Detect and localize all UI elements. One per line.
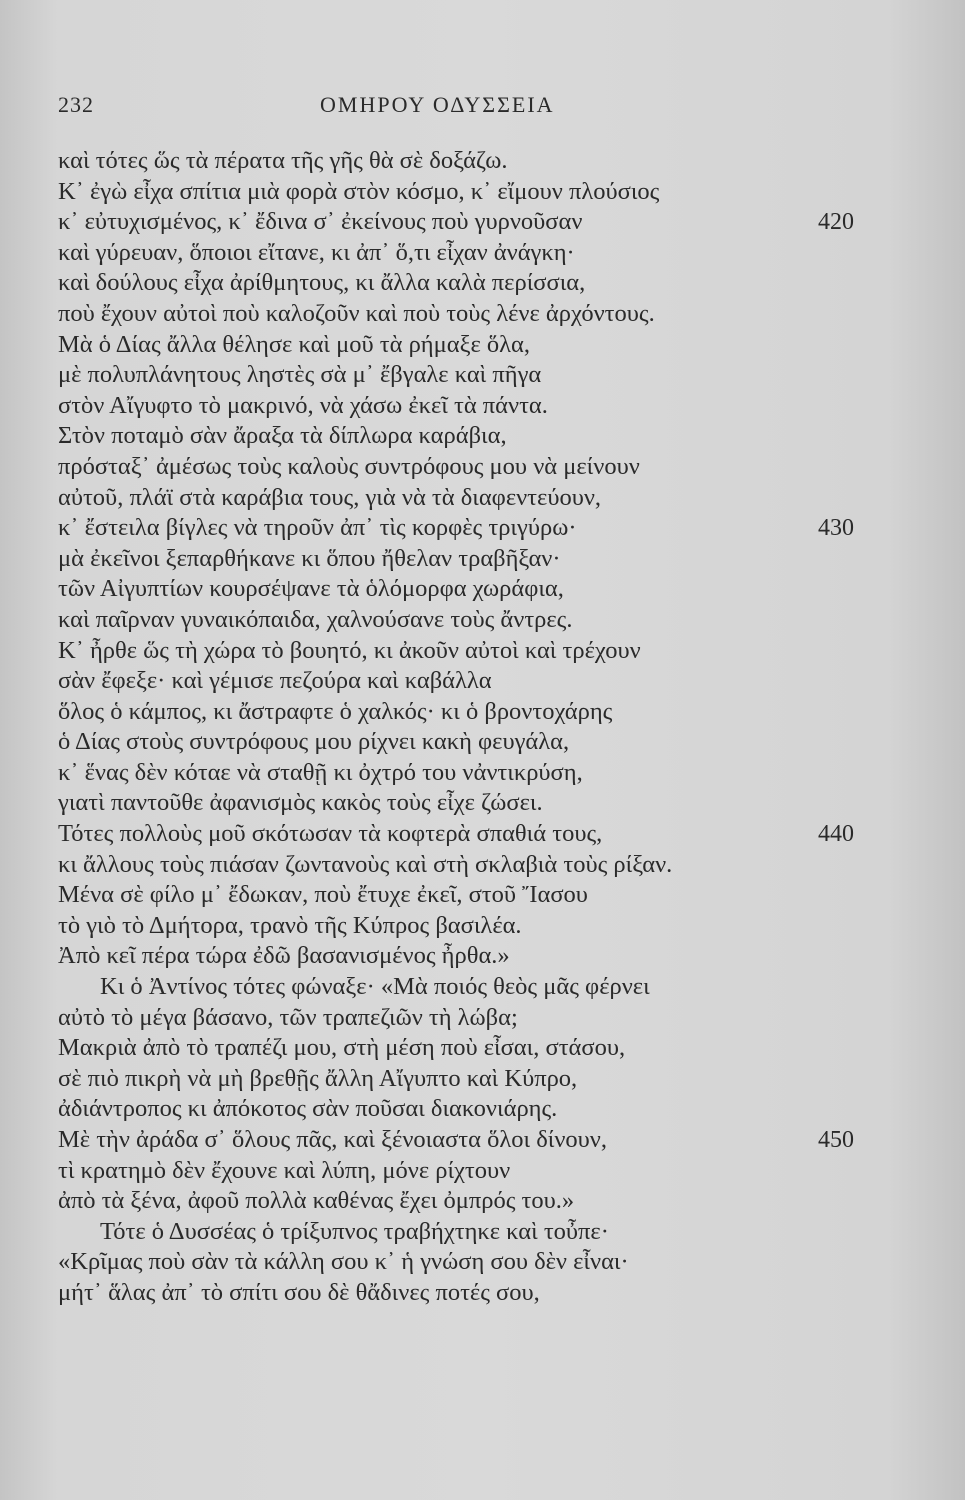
verse-text: κ᾿ εὐτυχισμένος, κ᾿ ἔδινα σ᾿ ἐκείνους ποὺ γυρνοῦσαν: [58, 208, 583, 236]
verse-text: Τότε ὁ Δυσσέας ὁ τρίξυπνος τραβήχτηκε καὶ τοὖπε·: [100, 1217, 609, 1245]
verse-line: [58, 146, 888, 177]
verse-text: «Κρῖμας ποὺ σὰν τὰ κάλλη σου κ᾿ ἡ γνώση σου δὲν εἶναι·: [58, 1248, 629, 1276]
verse-line: [58, 941, 888, 972]
verse-text: μὲ πολυπλάνητους ληστὲς σὰ μ᾿ ἔβγαλε καὶ πῆγα: [58, 361, 542, 389]
verse-line: [58, 452, 888, 483]
verse-text: Στὸν ποταμὸ σὰν ἄραξα τὰ δίπλωρα καράβια,: [58, 422, 507, 450]
verse-line: [58, 788, 888, 819]
verse-line: [58, 207, 888, 238]
verse-text: καὶ δούλους εἶχα ἀρίθμητους, κι ἄλλα καλὰ περίσσια,: [58, 269, 586, 297]
verse-line: [58, 758, 888, 789]
verse-text: Μένα σὲ φίλο μ᾿ ἔδωκαν, ποὺ ἔτυχε ἐκεῖ, στοῦ Ἴασου: [58, 881, 588, 909]
verse-line: [58, 177, 888, 208]
verse-line: [58, 880, 888, 911]
verse-line: [58, 268, 888, 299]
verse-line: [58, 697, 888, 728]
verse-text: Μὲ τὴν ἀράδα σ᾿ ὅλους πᾶς, καὶ ξένοιαστα ὅλοι δίνουν,: [58, 1126, 608, 1153]
verse-text: Μακριὰ ἀπὸ τὸ τραπέζι μου, στὴ μέση ποὺ εἶσαι, στάσου,: [58, 1034, 626, 1062]
verse-text: καὶ παῖρναν γυναικόπαιδα, χαλνούσανε τοὺς ἄντρες.: [58, 605, 573, 633]
verse-line: [58, 1064, 888, 1095]
verse-line: [58, 636, 888, 667]
verse-line: [58, 421, 888, 452]
verse-text: Ἀπὸ κεῖ πέρα τώρα ἐδῶ βασανισμένος ἦρθα.»: [58, 942, 510, 970]
verse-line: [58, 1033, 888, 1064]
poem-text: [58, 146, 888, 1309]
page-header: [58, 92, 905, 126]
verse-text: τὸ γιὸ τὸ Δμήτορα, τρανὸ τῆς Κύπρος βασιλέα.: [58, 911, 522, 939]
verse-text: κι ἄλλους τοὺς πιάσαν ζωντανοὺς καὶ στὴ σκλαβιὰ τοὺς ρίξαν.: [58, 850, 673, 878]
verse-text: πρόσταξ᾿ ἀμέσως τοὺς καλοὺς συντρόφους μου νὰ μείνουν: [58, 452, 640, 480]
verse-line: [58, 850, 888, 881]
verse-text: τὶ κρατημὸ δὲν ἔχουνε καὶ λύπη, μόνε ρίχτουν: [58, 1156, 511, 1184]
verse-line: [58, 1125, 888, 1156]
verse-text: κ᾿ ἕνας δὲν κόταε νὰ σταθῇ κι ὀχτρό του νἀντικρύση,: [58, 758, 583, 786]
verse-text: Τότες πολλοὺς μοῦ σκότωσαν τὰ κοφτερὰ σπαθιά τους,: [58, 820, 603, 848]
verse-text: γιατὶ παντοῦθε ἀφανισμὸς κακὸς τοὺς εἶχε ζώσει.: [58, 789, 543, 817]
verse-text: τῶν Αἰγυπτίων κουρσέψανε τὰ ὁλόμορφα χωράφια,: [58, 575, 564, 603]
verse-line: [58, 605, 888, 636]
verse-text: Κ᾿ ἐγὼ εἶχα σπίτια μιὰ φορὰ στὸν κόσμο, κ᾿ εἴμουν πλούσιος: [58, 177, 660, 205]
verse-line: [58, 1094, 888, 1125]
verse-text: καὶ τότες ὥς τὰ πέρατα τῆς γῆς θὰ σὲ δοξάζω.: [58, 147, 508, 174]
verse-line: [58, 330, 888, 361]
verse-line: [58, 1247, 888, 1278]
verse-text: ποὺ ἔχουν αὐτοὶ ποὺ καλοζοῦν καὶ ποὺ τοὺς λένε ἀρχόντους.: [58, 299, 655, 327]
verse-line: [58, 911, 888, 942]
verse-line: [58, 513, 888, 544]
page-number: 232: [58, 92, 94, 117]
verse-line: [58, 1217, 888, 1248]
verse-text: ἀπὸ τὰ ξένα, ἀφοῦ πολλὰ καθένας ἔχει ὀμπρός του.»: [58, 1187, 575, 1215]
verse-line: [58, 727, 888, 758]
verse-text: σὰν ἔφεξε· καὶ γέμισε πεζούρα καὶ καβάλλα: [58, 667, 492, 695]
verse-line: [58, 483, 888, 514]
verse-text: Κ᾿ ἦρθε ὥς τὴ χώρα τὸ βουητό, κι ἀκοῦν αὐτοὶ καὶ τρέχουν: [58, 636, 641, 664]
verse-line: [58, 1186, 888, 1217]
verse-line: [58, 666, 888, 697]
verse-text: αὐτοῦ, πλάϊ στὰ καράβια τους, γιὰ νὰ τὰ διαφεντεύουν,: [58, 483, 602, 511]
verse-text: Μὰ ὁ Δίας ἄλλα θέλησε καὶ μοῦ τὰ ρήμαξε ὅλα,: [58, 330, 531, 358]
verse-text: καὶ γύρευαν, ὅποιοι εἴτανε, κι ἀπ᾿ ὅ,τι εἶχαν ἀνάγκη·: [58, 238, 575, 266]
verse-line: [58, 1156, 888, 1187]
line-number: 450: [818, 1127, 854, 1153]
verse-text: ἀδιάντροπος κι ἀπόκοτος σὰν ποῦσαι διακονιάρης.: [58, 1095, 558, 1123]
verse-line: [58, 972, 888, 1003]
verse-line: [58, 574, 888, 605]
line-number: 440: [818, 821, 854, 848]
verse-line: [58, 299, 888, 330]
verse-line: [58, 544, 888, 575]
verse-text: ὁ Δίας στοὺς συντρόφους μου ρίχνει κακὴ φευγάλα,: [58, 728, 570, 756]
line-number: 420: [818, 209, 854, 236]
verse-text: ὅλος ὁ κάμπος, κι ἄστραφτε ὁ χαλκός· κι ὁ βροντοχάρης: [58, 697, 613, 725]
verse-text: αὐτὸ τὸ μέγα βάσανο, τῶν τραπεζιῶν τὴ λώβα;: [58, 1003, 518, 1031]
verse-text: σὲ πιὸ πικρὴ νὰ μὴ βρεθῇς ἄλλη Αἴγυπτο καὶ Κύπρο,: [58, 1064, 578, 1092]
verse-text: στὸν Αἴγυφτο τὸ μακρινό, νὰ χάσω ἐκεῖ τὰ πάντα.: [58, 391, 548, 419]
running-title: ΟΜΗΡΟΥ ΟΔΥΣΣΕΙΑ: [320, 92, 555, 117]
verse-line: [58, 1003, 888, 1034]
verse-line: [58, 1278, 888, 1309]
verse-line: [58, 238, 888, 269]
verse-text: Κι ὁ Ἀντίνος τότες φώναξε· «Μὰ ποιός θεὸς μᾶς φέρνει: [100, 973, 650, 1001]
verse-line: [58, 360, 888, 391]
verse-line: [58, 819, 888, 850]
verse-line: [58, 391, 888, 422]
verse-text: μήτ᾿ ἅλας ἀπ᾿ τὸ σπίτι σου δὲ θἄδινες ποτές σου,: [58, 1278, 540, 1306]
line-number: 430: [818, 515, 854, 542]
verse-text: κ᾿ ἔστειλα βίγλες νὰ τηροῦν ἀπ᾿ τὶς κορφὲς τριγύρω·: [58, 514, 577, 542]
verse-text: μὰ ἐκεῖνοι ξεπαρθήκανε κι ὅπου ἤθελαν τραβῆξαν·: [58, 544, 561, 572]
